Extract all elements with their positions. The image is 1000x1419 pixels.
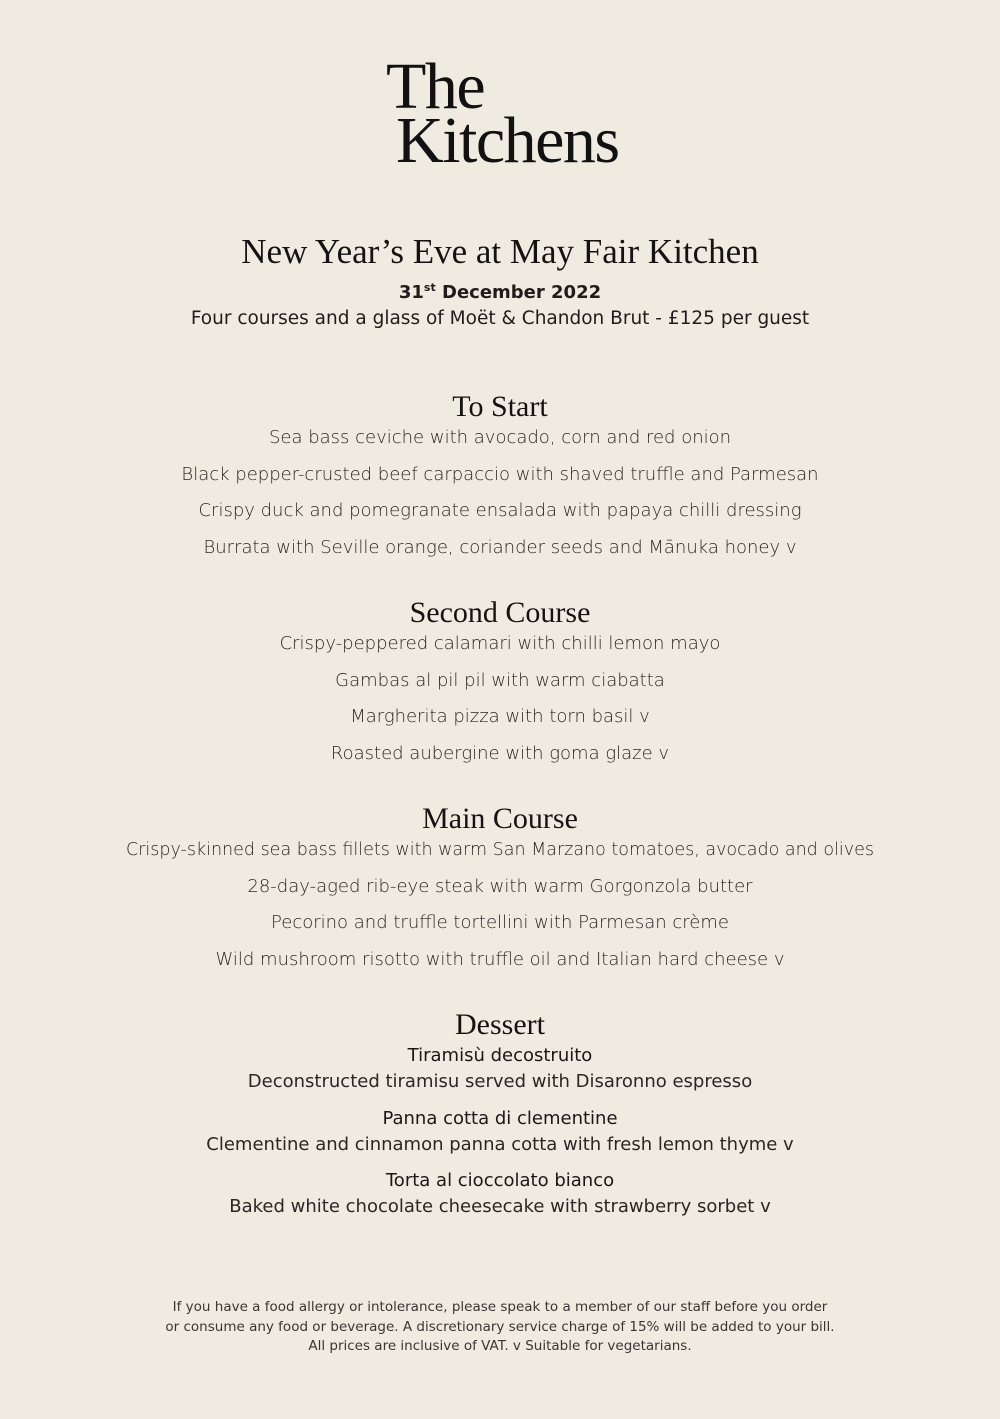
section-heading: Dessert xyxy=(455,1008,545,1041)
menu-item: Wild mushroom risotto with truffle oil and Italian hard cheese v xyxy=(215,948,785,970)
footer-line-1: If you have a food allergy or intolerance, please speak to a member of our staff before you order xyxy=(172,1299,828,1315)
section-second-course xyxy=(0,595,1000,777)
menu-item: Crispy duck and pomegranate ensalada with papaya chilli dressing xyxy=(198,500,802,521)
section-heading: Main Course xyxy=(422,802,578,835)
logo-line-2: Kitchens xyxy=(396,104,619,177)
menu-item: Margherita pizza with torn basil v xyxy=(350,706,650,727)
section-dessert xyxy=(0,1007,1000,1231)
footer-line-2: or consume any food or beverage. A discretionary service charge of 15% will be added to your bill. xyxy=(165,1318,835,1335)
dessert-description: Deconstructed tiramisu served with Disaronno espresso xyxy=(247,1071,753,1092)
menu-item: Sea bass ceviche with avocado, corn and red onion xyxy=(268,427,732,448)
section-heading: Second Course xyxy=(409,596,591,629)
brand-logo xyxy=(386,50,619,177)
logo-line-1: The xyxy=(386,50,485,123)
allergy-footer xyxy=(0,1298,1000,1357)
dessert-name: Tiramisù decostruito xyxy=(407,1045,593,1066)
menu-title: New Year’s Eve at May Fair Kitchen xyxy=(241,232,759,271)
menu-item: Pecorino and truffle tortellini with Parmesan crème xyxy=(271,912,729,933)
menu-item: Crispy-skinned sea bass fillets with warm San Marzano tomatoes, avocado and olives xyxy=(125,840,875,860)
section-to-start xyxy=(0,389,1000,571)
menu-item: 28-day-aged rib-eye steak with warm Gorgonzola butter xyxy=(247,875,753,897)
date-month-year: December 2022 xyxy=(435,282,602,303)
dessert-description: Clementine and cinnamon panna cotta with fresh lemon thyme v xyxy=(206,1133,794,1155)
footer-line-3: All prices are inclusive of VAT. v Suitable for vegetarians. xyxy=(308,1338,692,1354)
section-main-course xyxy=(0,801,1000,983)
dessert-description: Baked white chocolate cheesecake with strawberry sorbet v xyxy=(229,1196,771,1217)
date-suffix: st xyxy=(423,281,436,294)
menu-item: Roasted aubergine with goma glaze v xyxy=(330,742,670,764)
menu-item: Gambas al pil pil with warm ciabatta xyxy=(335,669,665,691)
offer-line: Four courses and a glass of Moët & Chandon Brut - £125 per guest xyxy=(190,308,810,329)
dessert-name: Torta al cioccolato bianco xyxy=(385,1170,615,1191)
menu-item: Crispy-peppered calamari with chilli lemon mayo xyxy=(279,633,721,654)
menu-item: Black pepper-crusted beef carpaccio with shaved truffle and Parmesan xyxy=(181,463,819,485)
date-day: 31 xyxy=(398,282,424,303)
section-heading: To Start xyxy=(452,390,548,423)
event-date xyxy=(0,280,1000,306)
dessert-name: Panna cotta di clementine xyxy=(382,1107,618,1129)
menu-item: Burrata with Seville orange, coriander seeds and Mānuka honey v xyxy=(203,536,797,558)
